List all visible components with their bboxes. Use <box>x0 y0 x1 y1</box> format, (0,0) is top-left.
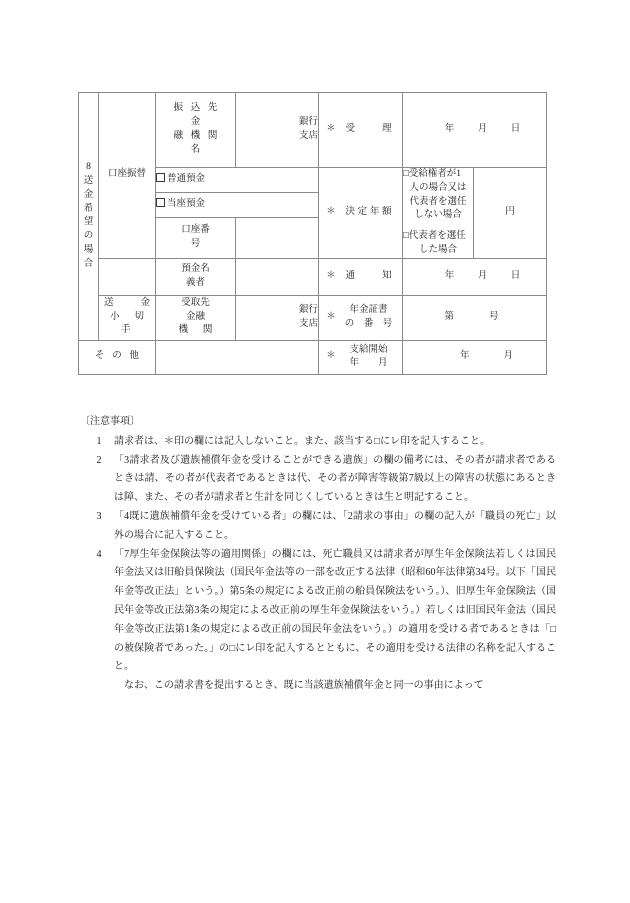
notice-day-unit: 日 <box>510 270 521 281</box>
note-paragraph: なお、この請求書を提出するとき、既に当該遺族補償年金と同一の事由によって <box>124 680 484 692</box>
method-other-label <box>79 340 156 375</box>
checkbox-icon[interactable] <box>156 198 165 207</box>
depositor-name-label-line: 預金名 <box>181 263 210 274</box>
checkbox-toza-yokin-label: 当座預金 <box>167 199 206 210</box>
note-body <box>114 433 556 452</box>
depositor-name-input-cell[interactable] <box>236 258 319 295</box>
method-furikae-label <box>99 93 156 259</box>
notice-year-unit: 年 <box>444 270 455 281</box>
account-number-input-cell[interactable] <box>236 218 319 258</box>
note-paragraph: 「3請求者及び遺族補償年金を受けることができる遺族」の欄の備考には、その者が請求者であるときは請、その者が代表者であるときは代、その者が障害等級第7級以上の障害の状態にあるときは障、また、その者が請求者と生計を同じくしているときは生と明記すること。 <box>114 454 556 504</box>
asterisk-icon: ＊ <box>326 124 336 135</box>
payment-start-label-text <box>339 344 398 372</box>
note-paragraph: 請求者は、＊印の欄には記入しないこと。また、該当する□にレ印を記入すること。 <box>114 435 491 447</box>
section-label-char: の <box>83 231 94 242</box>
notes-section <box>78 413 556 696</box>
asterisk-icon: ＊ <box>326 270 336 281</box>
representative-checkbox-group[interactable] <box>403 168 474 259</box>
note-body <box>114 452 556 508</box>
notice-label-cell <box>319 258 403 295</box>
method-other-text: そ の 他 <box>95 351 142 362</box>
checkbox-single-recipient-line: 代表者を選任 <box>409 196 467 207</box>
table-row <box>79 93 547 168</box>
receipt-day-unit: 日 <box>510 124 521 135</box>
receipt-month-unit: 月 <box>477 124 488 135</box>
checkbox-single-recipient-line: 人の場合又は <box>409 182 467 193</box>
note-item <box>78 452 556 508</box>
table-row <box>79 258 547 295</box>
pension-certificate-number-cell[interactable] <box>403 295 547 340</box>
checkbox-toza-yokin-row[interactable] <box>156 193 319 218</box>
checkbox-representative-appointed-line: □代表者を選任 <box>403 231 466 242</box>
yen-unit-label: 円 <box>505 206 515 217</box>
pension-number-prefix: 第 <box>444 311 455 322</box>
note-body <box>114 508 556 546</box>
pension-number-suffix: 号 <box>489 311 499 322</box>
payment-start-label-line: 支給開始 <box>349 344 388 355</box>
bank-name-input-cell[interactable] <box>236 93 319 168</box>
checkbox-single-recipient-line: □受給権者が1 <box>403 169 461 179</box>
note-item <box>78 433 556 452</box>
note-number: 3 <box>96 510 102 522</box>
note-paragraph: 「7厚生年金保険法等の適用関係」の欄には、死亡職員又は請求者が厚生年金保険法若しくは国民年金法又は旧船員保険法（国民年金法等の一部を改正する法律（昭和60年法律第34号。以下「国民年金等改正法」という。）第5条の規定による改正前の船員保険法をいう。）、旧厚生年金保険法（国民年金等改正法第3条の規定による改正前の厚生年金保険法をいう。）若しくは旧国民年金法（国民年金等改正法第1条の規定による改正前の国民年金法をいう。）の適用を受ける者であるときは「□の被保険者であった。」の□にレ印を記入するとともに、その適用を受ける法律の名称を記入すること。 <box>114 548 556 673</box>
payment-start-year-unit: 年 <box>460 351 470 362</box>
checkbox-futsu-yokin-row[interactable] <box>156 168 319 193</box>
section-label-char: 送 <box>83 176 94 186</box>
account-number-label <box>156 218 236 258</box>
depositor-name-label <box>156 258 236 295</box>
decision-amount-label-text: 決定年額 <box>345 206 395 217</box>
note-item <box>78 508 556 546</box>
bank-name-label-line: 名 <box>190 144 201 155</box>
bank-suffix-line: 支店 <box>298 131 318 141</box>
checkbox-futsu-yokin-label: 普通預金 <box>167 174 206 185</box>
section-label-char: 場 <box>83 244 94 255</box>
notes-title: 〔注意事項〕 <box>80 416 140 427</box>
checkbox-representative-appointed-line: した場合 <box>418 244 457 255</box>
checkbox-representative-appointed-group[interactable] <box>403 230 473 258</box>
payee-bank-suffix-line: 銀行 <box>298 304 318 315</box>
payee-bank-input-cell[interactable] <box>236 295 319 340</box>
receipt-year-unit: 年 <box>444 124 455 135</box>
receipt-date-cell[interactable] <box>403 93 547 168</box>
asterisk-icon: ＊ <box>326 206 336 217</box>
note-body <box>114 546 556 696</box>
method-kogitte-line: 小 切 手 <box>110 311 159 336</box>
payee-bank-suffix-line: 支店 <box>298 318 318 329</box>
payee-bank-label <box>156 295 236 340</box>
payment-start-label-cell <box>319 340 403 375</box>
table-row <box>79 340 547 375</box>
pension-certificate-label-line: の 番 号 <box>344 318 393 329</box>
bank-name-label <box>156 93 236 168</box>
payment-start-date-cell[interactable] <box>403 340 547 375</box>
asterisk-icon: ＊ <box>326 311 336 322</box>
pension-certificate-label-cell <box>319 295 403 340</box>
payee-bank-label-line: 受取先 <box>181 297 210 308</box>
section-label-cell <box>79 93 99 341</box>
depositor-name-label-line: 義者 <box>185 277 205 288</box>
payee-bank-label-line: 金融 <box>185 311 205 322</box>
receipt-label-text: 受 理 <box>345 124 395 135</box>
payee-bank-label-line: 機 関 <box>178 325 216 336</box>
method-kogitte-label <box>99 295 159 340</box>
bank-name-label-line: 金 <box>190 117 201 128</box>
decision-amount-label-cell <box>319 168 403 259</box>
table-row <box>79 295 547 340</box>
method-furikae-text: 口座振替 <box>107 169 146 180</box>
receipt-label-cell <box>319 93 403 168</box>
account-number-label-line: 号 <box>190 238 201 249</box>
payment-start-label-line: 年 月 <box>349 358 388 369</box>
section-label-char: 合 <box>83 258 94 269</box>
checkbox-single-recipient-group[interactable] <box>403 168 473 223</box>
note-item <box>78 546 556 696</box>
account-number-label-line: 口座番 <box>181 225 210 236</box>
remittance-preference-table <box>78 92 547 375</box>
method-other-input-cell[interactable] <box>156 340 319 375</box>
method-kogitte-line: 送 金 <box>104 297 153 308</box>
payment-start-month-unit: 月 <box>503 351 514 362</box>
section-label-char: 8 <box>86 162 91 173</box>
bank-suffix-line: 銀行 <box>298 117 318 128</box>
note-paragraph: 「4既に遺族補償年金を受けている者」の欄には、「2請求の事由」の欄の記入が「職員の死亡」以外の場合に記入すること。 <box>114 510 556 541</box>
checkbox-icon[interactable] <box>156 173 165 182</box>
method-furikae-spacer <box>99 258 156 295</box>
notice-date-cell[interactable] <box>403 258 547 295</box>
notice-label-text: 通 知 <box>345 270 395 281</box>
section-label-char: 望 <box>83 217 94 228</box>
note-number: 2 <box>96 454 102 466</box>
note-number: 1 <box>96 435 102 447</box>
checkbox-single-recipient-line: しない場合 <box>414 210 462 221</box>
section-label-char: 希 <box>83 203 94 214</box>
bank-name-label-line: 融 機 関 <box>173 131 221 141</box>
pension-certificate-label-text <box>339 304 398 332</box>
pension-certificate-label-line: 年金証書 <box>349 304 388 315</box>
note-number: 4 <box>96 548 102 560</box>
notice-month-unit: 月 <box>477 270 488 281</box>
asterisk-icon: ＊ <box>326 351 336 362</box>
section-label-char: 金 <box>83 189 94 200</box>
bank-name-label-line: 振 込 先 <box>173 103 221 114</box>
decision-amount-input-cell[interactable] <box>474 168 547 259</box>
